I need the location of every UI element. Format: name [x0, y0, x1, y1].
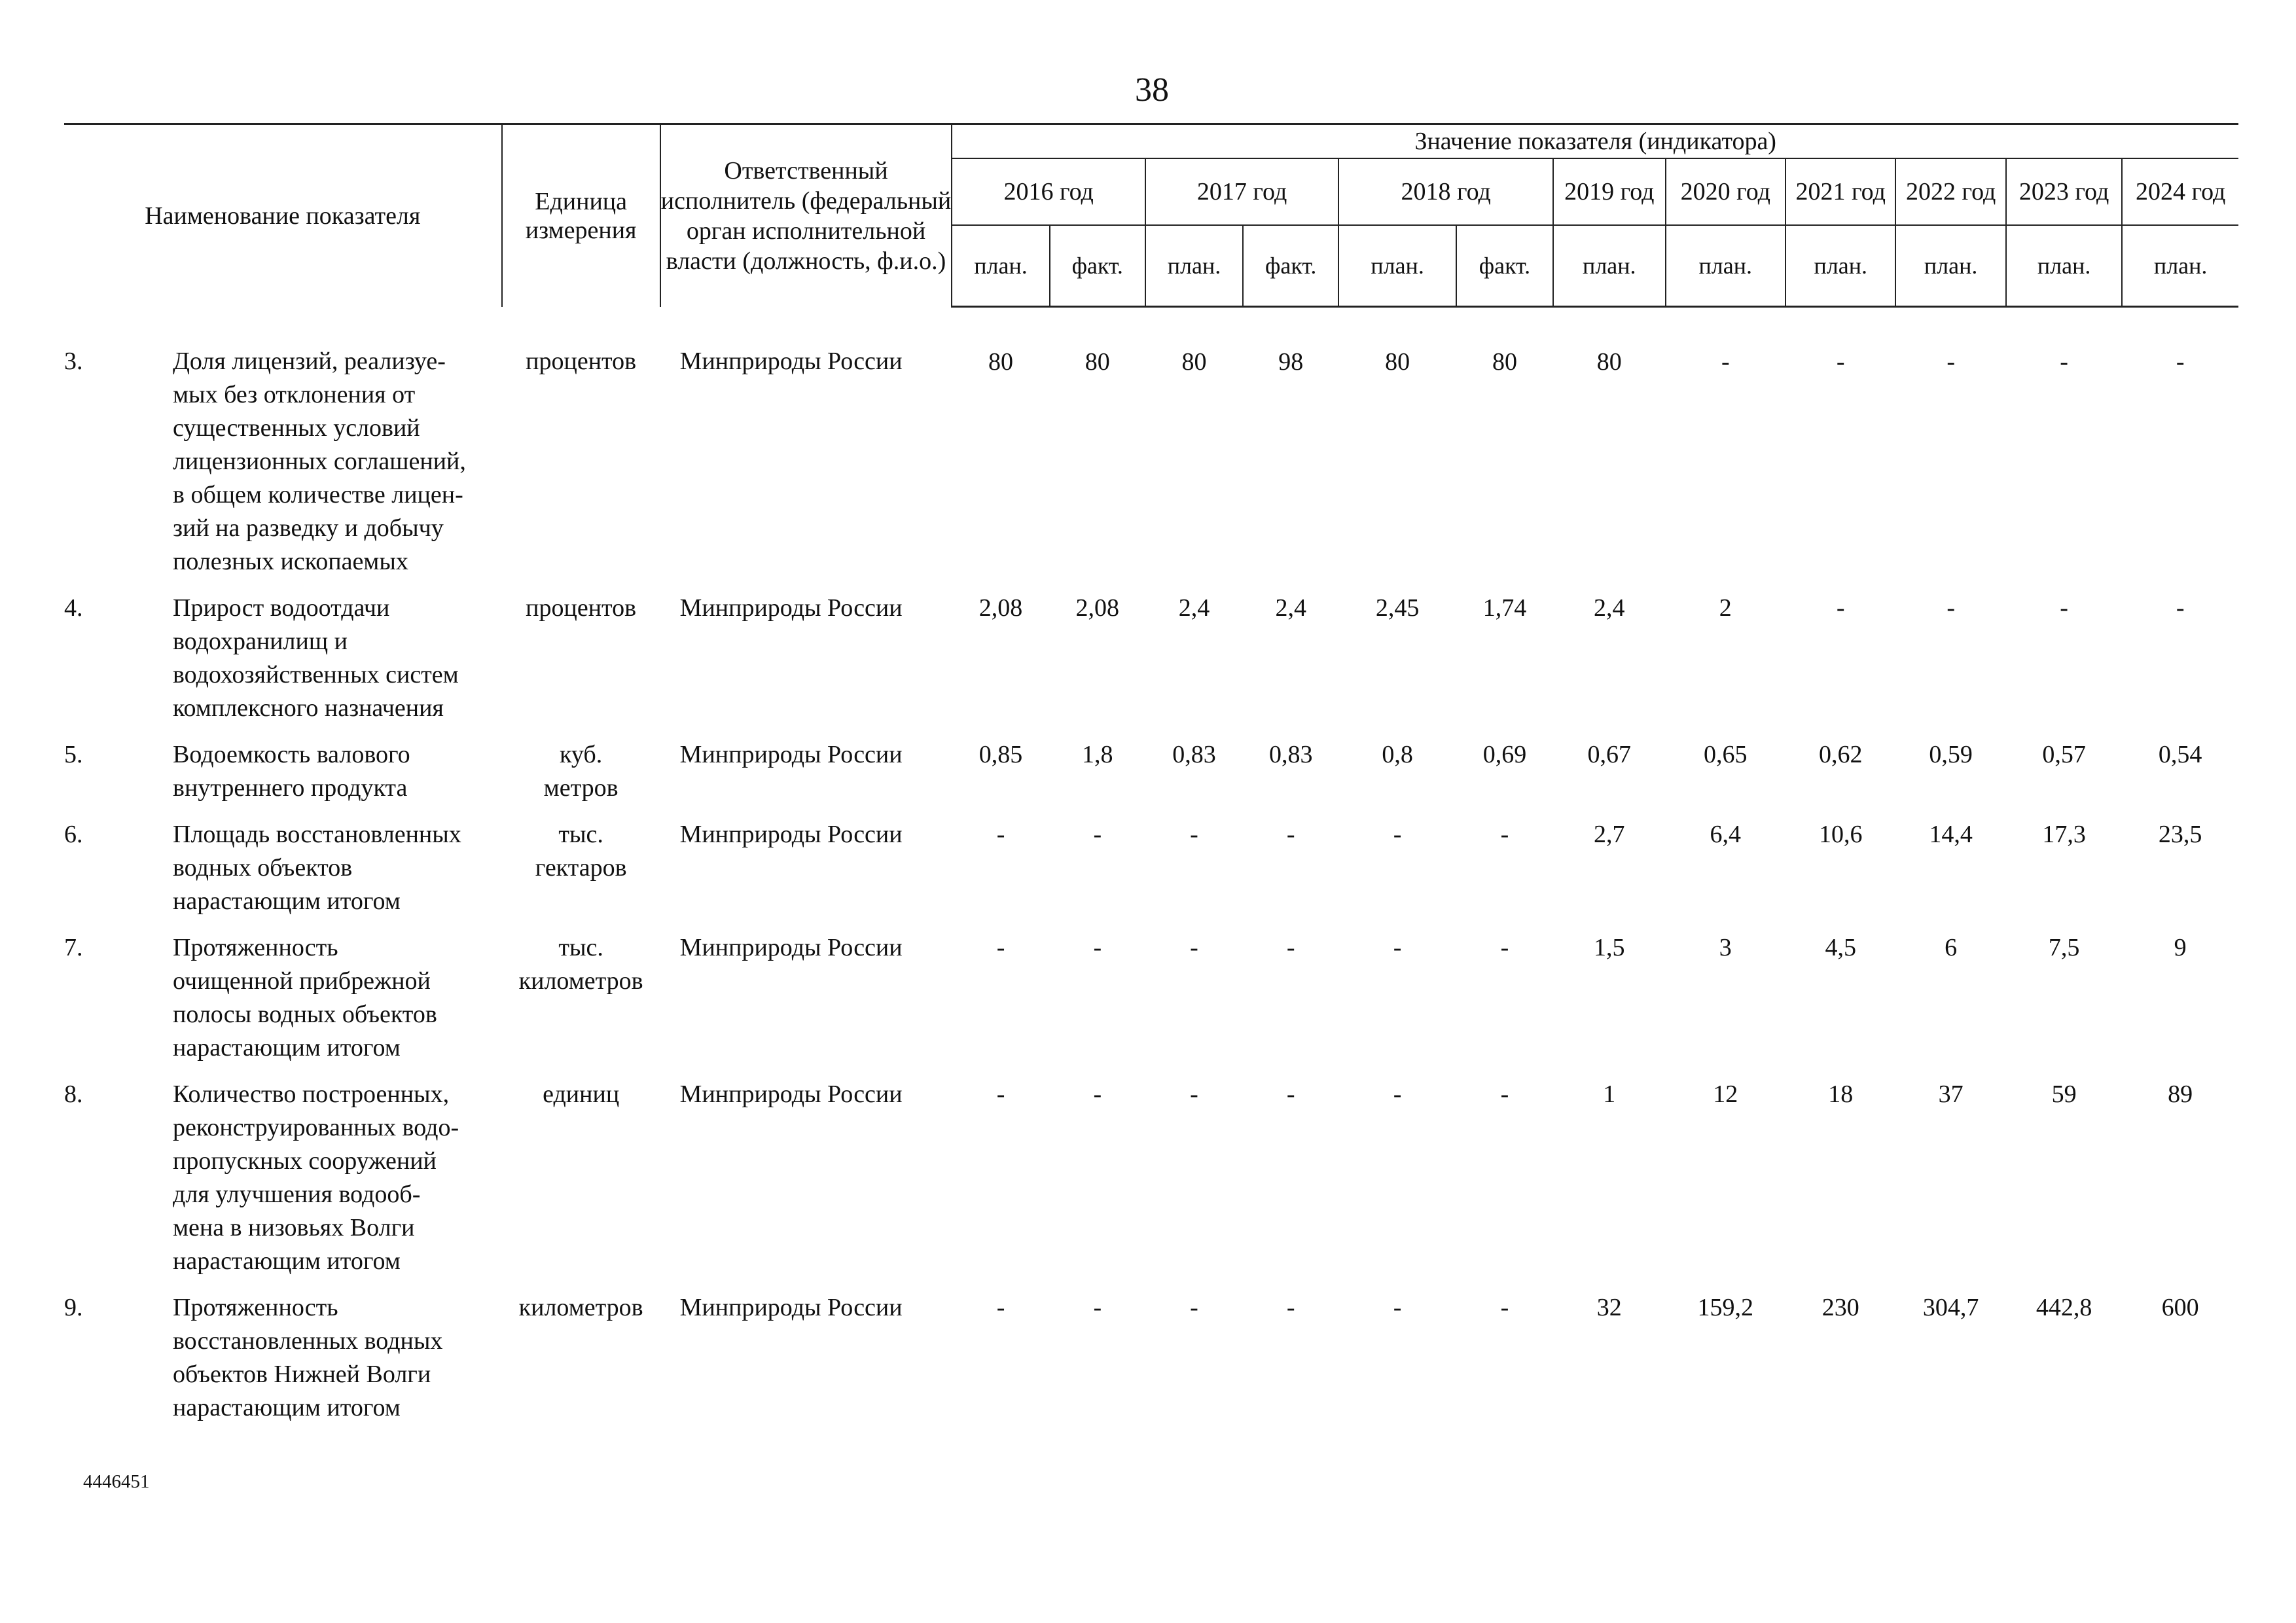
indicator-table [64, 123, 2238, 1438]
unit-cell: куб. метров [543, 740, 619, 802]
header-plan-fact: факт. [1243, 225, 1338, 307]
value-cell: 304,7 [1922, 1293, 1979, 1321]
responsible-cell: Минприроды России [679, 740, 903, 768]
table-row [64, 307, 2238, 592]
value-cell: - [1721, 348, 1730, 376]
indicator-name: Доля лицензий, реализуе- мых без отклонения от существенных условий лицензионных соглашений, в общем количестве лицен- зий на разведку и добычу полезных ископаемых [173, 347, 466, 575]
value-cell: 2,4 [1275, 594, 1306, 622]
header-year: 2022 год [1895, 158, 2005, 225]
table-row [64, 818, 2238, 931]
value-cell: 2 [1719, 594, 1732, 622]
responsible-cell: Минприроды России [679, 1293, 903, 1321]
unit-cell: процентов [526, 347, 637, 375]
table-row [64, 592, 2238, 738]
value-cell: 6 [1945, 933, 1958, 961]
value-cell: 32 [1596, 1293, 1622, 1321]
header-year: 2024 год [2122, 158, 2238, 225]
value-cell: - [1286, 933, 1295, 961]
header-year: 2021 год [1785, 158, 1895, 225]
value-cell: 10,6 [1819, 820, 1863, 848]
indicator-name: Прирост водоотдачи водохранилищ и водохозяйственных систем комплексного назначения [173, 594, 459, 722]
value-cell: 14,4 [1929, 820, 1973, 848]
value-cell: 80 [988, 348, 1014, 376]
value-cell: 80 [1085, 348, 1110, 376]
value-cell: 17,3 [2042, 820, 2086, 848]
value-cell: 1,74 [1482, 594, 1527, 622]
value-cell: - [1500, 1080, 1509, 1108]
header-unit: Единица измерения [502, 124, 660, 307]
value-cell: 59 [2051, 1080, 2077, 1108]
row-number: 7. [64, 933, 83, 961]
row-number: 4. [64, 594, 83, 622]
value-cell: - [2176, 594, 2185, 622]
value-cell: 2,7 [1594, 820, 1625, 848]
value-cell: - [996, 1080, 1005, 1108]
header-year: 2018 год [1338, 158, 1553, 225]
responsible-cell: Минприроды России [679, 1080, 903, 1108]
document-code: 4446451 [83, 1471, 150, 1492]
value-cell: 0,69 [1482, 740, 1527, 768]
value-cell: 0,83 [1268, 740, 1313, 768]
header-plan-fact: план. [952, 225, 1049, 307]
row-number: 3. [64, 347, 83, 375]
value-cell: - [996, 1293, 1005, 1321]
header-plan-fact: план. [1666, 225, 1786, 307]
value-cell: - [2176, 348, 2185, 376]
header-year: 2023 год [2006, 158, 2122, 225]
header-plan-fact: факт. [1050, 225, 1145, 307]
value-cell: 442,8 [2036, 1293, 2092, 1321]
responsible-cell: Минприроды России [679, 820, 903, 848]
indicator-name: Протяженность восстановленных водных объектов Нижней Волги нарастающим итогом [173, 1293, 443, 1421]
value-cell: - [1286, 820, 1295, 848]
value-cell: - [1286, 1080, 1295, 1108]
header-plan-fact: план. [1553, 225, 1665, 307]
indicator-name-cell [64, 818, 502, 931]
value-cell: - [2060, 594, 2068, 622]
value-cell: 80 [1385, 348, 1410, 376]
value-cell: 12 [1713, 1080, 1738, 1108]
header-name: Наименование показателя [64, 124, 502, 307]
row-number: 8. [64, 1080, 83, 1108]
value-cell: 80 [1181, 348, 1207, 376]
indicator-name-cell [64, 1078, 502, 1291]
value-cell: - [996, 820, 1005, 848]
header-plan-fact: факт. [1456, 225, 1553, 307]
indicator-name: Протяженность очищенной прибрежной полосы водных объектов нарастающим итогом [173, 933, 437, 1061]
value-cell: - [1836, 594, 1845, 622]
page-number: 38 [1135, 71, 1169, 109]
value-cell: - [1093, 820, 1102, 848]
value-cell: - [1500, 1293, 1509, 1321]
value-cell: - [1093, 1293, 1102, 1321]
unit-cell: процентов [526, 594, 637, 622]
value-cell: 0,62 [1819, 740, 1863, 768]
value-cell: 2,08 [1075, 594, 1120, 622]
table-row [64, 738, 2238, 818]
value-cell: 89 [2168, 1080, 2193, 1108]
unit-cell: тыс. гектаров [535, 820, 627, 882]
value-cell: - [1393, 1080, 1402, 1108]
responsible-cell: Минприроды России [679, 594, 903, 622]
value-cell: 37 [1938, 1080, 1964, 1108]
value-cell: 0,67 [1587, 740, 1632, 768]
header-plan-fact: план. [1145, 225, 1243, 307]
indicator-name-cell [64, 738, 502, 818]
value-cell: - [1946, 348, 1955, 376]
value-cell: 0,85 [978, 740, 1023, 768]
header-plan-fact: план. [2122, 225, 2238, 307]
table-row [64, 1078, 2238, 1291]
value-cell: - [1946, 594, 1955, 622]
value-cell: - [1836, 348, 1845, 376]
value-cell: 1,5 [1594, 933, 1625, 961]
unit-cell: километров [518, 1293, 643, 1321]
value-cell: 230 [1821, 1293, 1859, 1321]
value-cell: 7,5 [2048, 933, 2080, 961]
value-cell: 0,8 [1382, 740, 1413, 768]
indicator-name-cell [64, 1291, 502, 1438]
header-plan-fact: план. [1338, 225, 1456, 307]
value-cell: 2,4 [1594, 594, 1625, 622]
header-responsible: Ответственный исполнитель (федеральный орган исполнительной власти (должность, ф.и.о.) [660, 124, 952, 307]
value-cell: - [1190, 1293, 1198, 1321]
value-cell: - [1393, 1293, 1402, 1321]
row-number: 9. [64, 1293, 83, 1321]
value-cell: - [1500, 933, 1509, 961]
value-cell: 80 [1492, 348, 1517, 376]
value-cell: - [1190, 820, 1198, 848]
value-cell: - [1190, 933, 1198, 961]
table-row [64, 1291, 2238, 1438]
value-cell: 1 [1603, 1080, 1616, 1108]
value-cell: 0,65 [1704, 740, 1748, 768]
header-year: 2016 год [952, 158, 1145, 225]
indicator-name-cell [64, 307, 502, 592]
value-cell: 98 [1278, 348, 1304, 376]
indicator-name: Площадь восстановленных водных объектов нарастающим итогом [173, 820, 461, 915]
header-year: 2017 год [1145, 158, 1338, 225]
row-number: 5. [64, 740, 83, 768]
indicator-name: Водоемкость валового внутреннего продукта [173, 740, 410, 802]
indicator-name-cell [64, 931, 502, 1078]
value-cell: 159,2 [1697, 1293, 1754, 1321]
value-cell: - [1093, 933, 1102, 961]
value-cell: - [1286, 1293, 1295, 1321]
indicator-name: Количество построенных, реконструированных водо- пропускных сооружений для улучшения водооб- мена в низовьях Волги нарастающим итогом [173, 1080, 459, 1275]
indicator-name-cell [64, 592, 502, 738]
value-cell: 0,54 [2158, 740, 2202, 768]
value-cell: 2,4 [1178, 594, 1210, 622]
value-cell: 3 [1719, 933, 1732, 961]
header-plan-fact: план. [1785, 225, 1895, 307]
value-cell: 0,59 [1929, 740, 1973, 768]
value-cell: 0,83 [1172, 740, 1216, 768]
responsible-cell: Минприроды России [679, 933, 903, 961]
header-plan-fact: план. [2006, 225, 2122, 307]
value-cell: 2,45 [1375, 594, 1420, 622]
value-cell: 80 [1596, 348, 1622, 376]
table-row [64, 931, 2238, 1078]
value-cell: 0,57 [2042, 740, 2086, 768]
value-cell: 6,4 [1710, 820, 1742, 848]
header-value-group: Значение показателя (индикатора) [952, 124, 2238, 159]
value-cell: 23,5 [2158, 820, 2202, 848]
value-cell: 9 [2174, 933, 2187, 961]
header-plan-fact: план. [1895, 225, 2005, 307]
value-cell: 4,5 [1825, 933, 1856, 961]
value-cell: - [996, 933, 1005, 961]
unit-cell: тыс. километров [518, 933, 643, 995]
value-cell: 2,08 [978, 594, 1023, 622]
value-cell: - [1393, 820, 1402, 848]
header-year: 2020 год [1666, 158, 1786, 225]
value-cell: - [1393, 933, 1402, 961]
value-cell: 600 [2161, 1293, 2199, 1321]
value-cell: - [1500, 820, 1509, 848]
header-year: 2019 год [1553, 158, 1665, 225]
value-cell: - [2060, 348, 2068, 376]
value-cell: - [1190, 1080, 1198, 1108]
value-cell: 1,8 [1082, 740, 1113, 768]
value-cell: - [1093, 1080, 1102, 1108]
responsible-cell: Минприроды России [679, 347, 903, 375]
row-number: 6. [64, 820, 83, 848]
value-cell: 18 [1828, 1080, 1854, 1108]
unit-cell: единиц [543, 1080, 620, 1108]
